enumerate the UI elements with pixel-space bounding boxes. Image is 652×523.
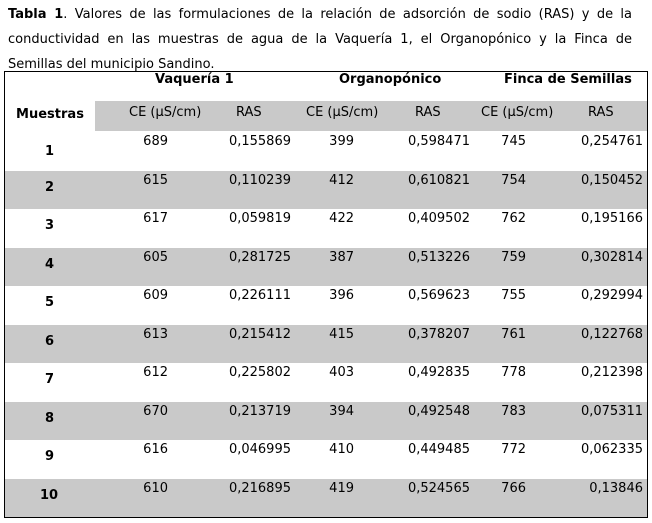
table-cell: 0,524565 [407,480,470,496]
table-cell: 0,110239 [228,172,291,188]
group-header-finca: Finca de Semillas [504,72,632,87]
group-header-vaqueria: Vaquería 1 [155,72,234,87]
table-cell: 0,378207 [407,326,470,342]
table-cell: 762 [501,211,526,226]
table-cell: 0,281725 [228,249,291,265]
table-cell: 745 [501,134,526,149]
table-cell: 0,155869 [228,134,291,149]
table-cell: 0,569623 [407,288,470,303]
table-cell: 778 [501,365,526,380]
sample-number: 7 [45,372,55,387]
caption-text: . Valores de las formulaciones de la relación de adsorción de sodio (RAS) y de la conductividad en las muestras de agua de la Vaquería 1, el Organopónico y la Finca de Semillas del municipio Sandino. [8,7,632,72]
table-cell: 0,215412 [228,326,291,342]
table-cell: 0,13846 [589,480,643,496]
table-cell: 0,212398 [580,365,643,380]
table-cell: 772 [501,442,526,457]
sample-number: 3 [45,218,55,233]
table-cell: 0,492548 [407,403,470,419]
table-row [5,440,647,478]
table-cell: 0,122768 [580,326,643,342]
table-cell: 422 [329,211,354,226]
table-cell: 403 [329,365,354,380]
table-cell: 754 [501,172,526,188]
caption-label: Tabla 1 [8,7,64,22]
table-cell: 399 [329,134,354,149]
table-cell: 0,213719 [228,403,291,419]
table-cell: 783 [501,403,526,419]
table-cell: 0,302814 [580,249,643,265]
table-row [5,325,647,363]
table-caption [8,2,632,77]
sample-number: 5 [45,295,55,310]
table-cell: 0,075311 [580,403,643,419]
subheader-ce-finca: CE (µS/cm) [481,105,554,120]
table-cell: 0,195166 [580,211,643,226]
table-cell: 766 [501,480,526,496]
table-row [5,479,647,517]
table-cell: 612 [143,365,168,380]
table-cell: 616 [143,442,168,457]
table-row [5,132,647,170]
table-row [5,248,647,286]
sample-number: 9 [45,449,55,464]
sample-number: 4 [45,256,55,272]
sample-number: 6 [45,333,55,349]
table-cell: 0,225802 [228,365,291,380]
table-cell: 617 [143,211,168,226]
subheader-ce-organoponico: CE (µS/cm) [306,105,379,120]
table-cell: 755 [501,288,526,303]
table-cell: 0,610821 [407,172,470,188]
table-cell: 0,513226 [407,249,470,265]
table-cell: 759 [501,249,526,265]
table-cell: 609 [143,288,168,303]
table-cell: 415 [329,326,354,342]
table-cell: 0,492835 [407,365,470,380]
table-cell: 689 [143,134,168,149]
table-cell: 615 [143,172,168,188]
table-cell: 0,226111 [228,288,291,303]
group-header-organoponico: Organopónico [339,72,442,87]
table-cell: 0,062335 [580,442,643,457]
table-row [5,171,647,209]
subheader-ce-vaqueria: CE (µS/cm) [129,105,202,120]
table-row [5,286,647,324]
sample-number: 2 [45,179,55,195]
table-cell: 412 [329,172,354,188]
table-cell: 0,598471 [407,134,470,149]
table-cell: 387 [329,249,354,265]
table-row [5,209,647,247]
subheader-ras-vaqueria: RAS [236,105,262,120]
table-row [5,363,647,401]
table-cell: 410 [329,442,354,457]
table-cell: 0,059819 [228,211,291,226]
table-cell: 394 [329,403,354,419]
sample-number: 10 [40,487,59,503]
subheader-ras-organoponico: RAS [415,105,441,120]
sample-number: 1 [45,144,55,159]
data-table [4,71,648,518]
table-cell: 605 [143,249,168,265]
table-cell: 0,046995 [228,442,291,457]
table-cell: 0,292994 [580,288,643,303]
table-row [5,402,647,440]
table-cell: 0,254761 [580,134,643,149]
table-cell: 0,409502 [407,211,470,226]
table-cell: 419 [329,480,354,496]
table-cell: 670 [143,403,168,419]
table-cell: 0,216895 [228,480,291,496]
table-cell: 613 [143,326,168,342]
row-header-muestras: Muestras [16,107,84,122]
table-cell: 761 [501,326,526,342]
table-cell: 396 [329,288,354,303]
table-cell: 0,449485 [407,442,470,457]
sample-number: 8 [45,410,55,426]
table-cell: 0,150452 [580,172,643,188]
table-cell: 610 [143,480,168,496]
subheader-ras-finca: RAS [588,105,614,120]
